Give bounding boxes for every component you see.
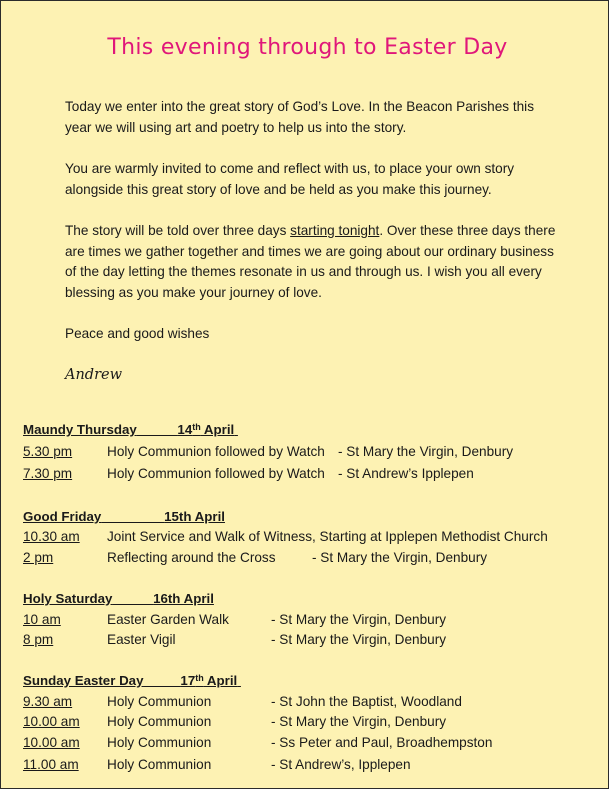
- date-suffix: th: [192, 422, 201, 432]
- page-title: This evening through to Easter Day: [107, 35, 508, 60]
- service-location: - St Mary the Virgin, Denbury: [312, 550, 488, 565]
- service-location: - St Mary the Virgin, Denbury: [338, 444, 514, 459]
- service-time: 10.00 am: [23, 735, 80, 750]
- service-name: Holy Communion: [107, 714, 212, 729]
- day-name: Good Friday: [23, 509, 102, 524]
- section-heading-holy-saturday: [23, 591, 214, 606]
- service-name: Holy Communion: [107, 757, 212, 772]
- service-location: - St Andrew’s, Ipplepen: [271, 757, 411, 772]
- section-heading-easter-day: [23, 673, 241, 688]
- day-date: 15th April: [164, 509, 225, 524]
- section-heading-maundy-thursday: [23, 422, 238, 437]
- service-name: Easter Garden Walk: [107, 612, 229, 627]
- service-time: 10 am: [23, 612, 61, 627]
- service-name: Holy Communion: [107, 735, 212, 750]
- service-time: 10.00 am: [23, 714, 80, 729]
- service-name: Reflecting around the Cross: [107, 550, 276, 565]
- day-date: 16th April: [153, 591, 214, 606]
- service-location: - St Mary the Virgin, Denbury: [271, 714, 447, 729]
- service-location: - St Mary the Virgin, Denbury: [271, 612, 447, 627]
- service-name: Holy Communion: [107, 694, 212, 709]
- date-suffix: th: [195, 673, 204, 683]
- service-name: Joint Service and Walk of Witness, Starting at Ipplepen Methodist Church: [107, 529, 548, 544]
- service-location: - Ss Peter and Paul, Broadhempston: [271, 735, 493, 750]
- service-time: 2 pm: [23, 550, 54, 565]
- service-name: Easter Vigil: [107, 632, 176, 647]
- day-date: 14: [177, 422, 193, 437]
- service-time: 5.30 pm: [23, 444, 73, 459]
- intro-paragraph-2: You are warmly invited to come and reflect with us, to place your own story alongside this great story of love and be held as you make this journey.: [65, 161, 515, 197]
- service-time: 10.30 am: [23, 529, 80, 544]
- service-location: - St John the Baptist, Woodland: [271, 694, 462, 709]
- day-date: 17: [180, 673, 196, 688]
- date-month: April: [203, 673, 238, 688]
- date-month: April: [200, 422, 235, 437]
- day-name: Holy Saturday: [23, 591, 113, 606]
- service-location: - St Mary the Virgin, Denbury: [271, 632, 447, 647]
- service-name: Holy Communion followed by Watch: [107, 466, 325, 481]
- day-name: Sunday Easter Day: [23, 673, 144, 688]
- service-time: 7.30 pm: [23, 466, 73, 481]
- service-time: 8 pm: [23, 632, 54, 647]
- intro-paragraph-4: Peace and good wishes: [65, 326, 210, 341]
- signature: Andrew: [65, 367, 123, 383]
- service-time: 9.30 am: [23, 694, 73, 709]
- service-name: Holy Communion followed by Watch: [107, 444, 325, 459]
- day-name: Maundy Thursday: [23, 422, 137, 437]
- intro-p3-after: . Over these three days there are times we gather together and times we are going about our ordinary business of the day letting the themes resonate in us and through us. I wish you all every blessing as you make your journey of love.: [65, 223, 556, 300]
- intro-p3-before: The story will be told over three days: [65, 223, 291, 238]
- intro-paragraph-1: Today we enter into the great story of God’s Love. In the Beacon Parishes this year we will using art and poetry to help us into the story.: [65, 99, 535, 135]
- service-location: - St Andrew’s Ipplepen: [338, 466, 474, 481]
- intro-paragraph-3: [65, 221, 560, 303]
- service-time: 11.00 am: [23, 757, 79, 772]
- starting-tonight-text: starting tonight: [290, 223, 380, 238]
- section-heading-good-friday: [23, 509, 225, 524]
